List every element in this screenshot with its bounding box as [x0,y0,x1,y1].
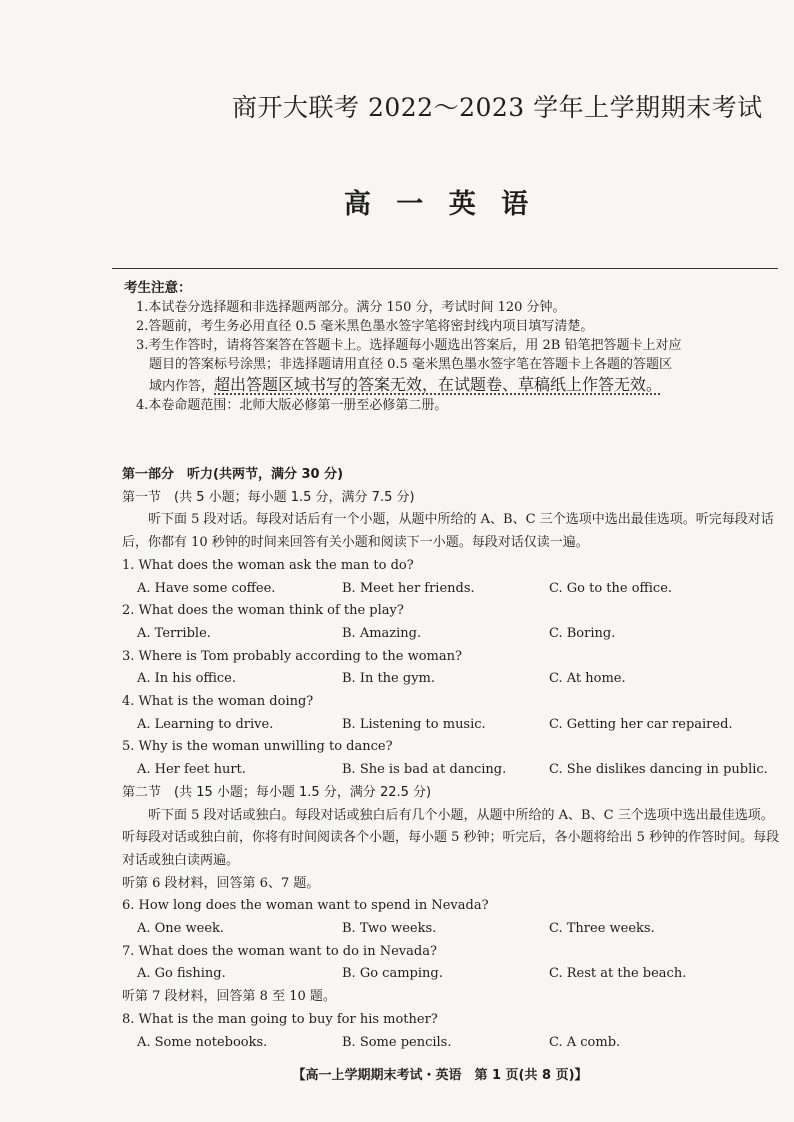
notice-item-3 [124,336,684,396]
option-b: B. She is bad at dancing. [342,762,507,778]
option-a: A. Terrible. [137,625,211,641]
listening-part [122,464,780,1054]
option-a: A. One week. [137,921,225,937]
section1-instructions: 听下面 5 段对话。每段对话后有一个小题，从题中所给的 A、B、C 三个选项中选出最佳选项。听完每段对话后，你都有 10 秒钟的时间来回答有关小题和阅读下一小题。每段对话仅读一遍。 [122,512,774,551]
option-b: B. Two weeks. [342,921,437,937]
option-b: B. Listening to music. [342,716,486,732]
question-options [122,623,780,646]
material-6-label: 听第 6 段材料，回答第 6、7 题。 [122,875,320,891]
option-b: B. Go camping. [342,966,443,982]
notice-item-3-text: 3.考生作答时，请将答案答在答题卡上。选择题每小题选出答案后，用 2B 铅笔把答题卡上对应题目的答案标号涂黑；非选择题请用直径 0.5 毫米黑色墨水签字笔在答题卡上各题的答题区域内作答， [136,338,682,394]
option-c: C. Boring. [549,625,616,641]
option-c: C. Go to the office. [549,580,673,596]
section2-heading: 第二节 (共 15 小题；每小题 1.5 分，满分 22.5 分) [122,784,432,800]
option-c: C. At home. [549,671,626,687]
question-stem: 1. What does the woman ask the man to do? [122,557,414,573]
notice-item-1: 1.本试卷分选择题和非选择题两部分。满分 150 分，考试时间 120 分钟。 [136,300,566,315]
option-c: C. She dislikes dancing in public. [549,762,768,778]
page-footer: 【高一上学期期末考试・英语 第 1 页(共 8 页)】 [292,1068,588,1083]
question-options [122,578,780,601]
question-stem: 3. Where is Tom probably according to the woman? [122,648,462,664]
question-stem: 2. What does the woman think of the play? [122,603,404,619]
question-options [122,1032,780,1055]
question-options [122,668,780,691]
notice-item-4: 4.本卷命题范围：北师大版必修第一册至必修第二册。 [136,398,448,413]
option-a: A. Learning to drive. [137,716,274,732]
option-b: B. In the gym. [342,671,436,687]
notice-block [124,279,684,415]
option-a: A. Go fishing. [137,966,226,982]
option-a: A. In his office. [137,671,236,687]
option-b: B. Some pencils. [342,1034,452,1050]
option-a: A. Have some coffee. [137,580,276,596]
option-c: C. Getting her car repaired. [549,716,733,732]
notice-emphasis: 超出答题区域书写的答案无效，在试题卷、草稿纸上作答无效。 [214,375,663,394]
question-options [122,759,780,782]
notice-item-2: 2.答题前，考生务必用直径 0.5 毫米黑色墨水签字笔将密封线内项目填写清楚。 [136,319,594,334]
option-c: C. Three weeks. [549,921,655,937]
option-b: B. Meet her friends. [342,580,475,596]
divider-line [112,268,778,269]
section2-instructions: 听下面 5 段对话或独白。每段对话或独白后有几个小题，从题中所给的 A、B、C 三个选项中选出最佳选项。听每段对话或独白前，你将有时间阅读各个小题，每小题 5 秒钟；听完后，各小题将给出 5 秒钟的作答时间。每段对话或独白读两遍。 [122,807,780,868]
question-options [122,918,780,941]
option-c: C. Rest at the beach. [549,966,687,982]
question-stem: 5. Why is the woman unwilling to dance? [122,739,393,755]
question-options [122,714,780,737]
subject-title: 高 一 英 语 [343,189,537,220]
question-stem: 4. What is the woman doing? [122,694,314,710]
option-a: A. Her feet hurt. [137,762,246,778]
option-c: C. A comb. [549,1034,621,1050]
part1-heading: 第一部分 听力(共两节，满分 30 分) [122,467,344,482]
section1-heading: 第一节 (共 5 小题；每小题 1.5 分，满分 7.5 分) [122,489,415,505]
question-stem: 8. What is the man going to buy for his mother? [122,1011,438,1027]
question-stem: 6. How long does the woman want to spend in Nevada? [122,898,489,914]
question-options [122,963,780,986]
material-7-label: 听第 7 段材料，回答第 8 至 10 题。 [122,989,336,1005]
question-stem: 7. What does the woman want to do in Nevada? [122,943,437,959]
exam-title: 商开大联考 2022～2023 学年上学期期末考试 [232,93,763,122]
option-a: A. Some notebooks. [137,1034,268,1050]
notice-heading: 考生注意： [124,280,192,296]
option-b: B. Amazing. [342,625,422,641]
